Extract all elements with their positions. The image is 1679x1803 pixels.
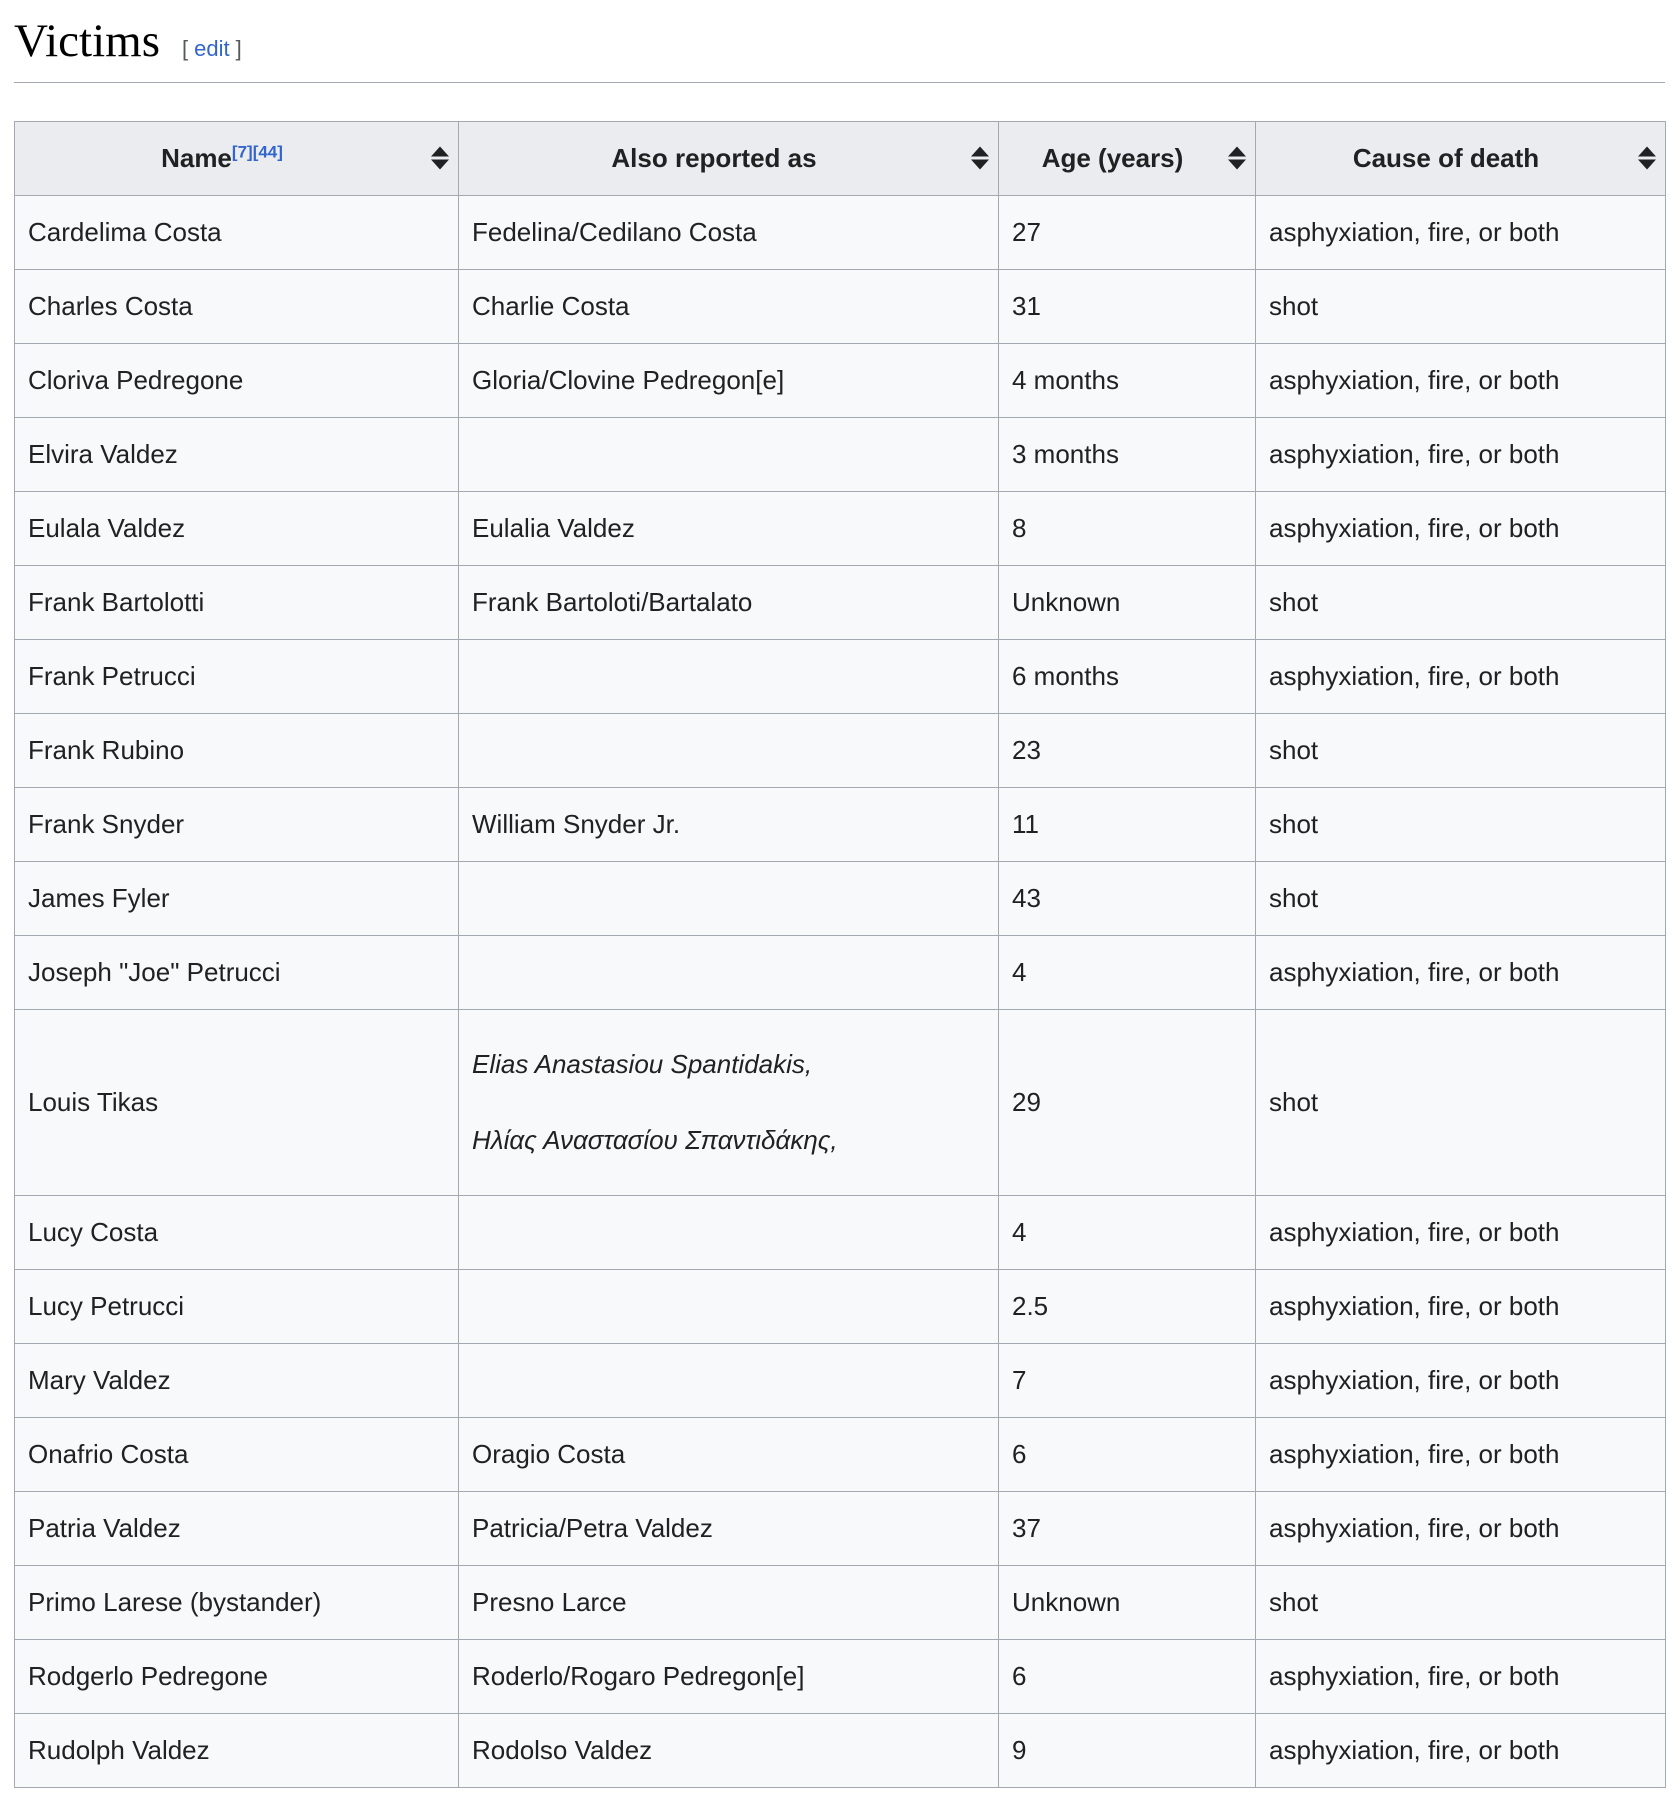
column-label: Name — [161, 143, 232, 174]
column-label: Age (years) — [1041, 143, 1184, 174]
also-reported-cell — [459, 861, 999, 935]
victim-name-cell: Cardelima Costa — [15, 195, 459, 269]
cause-of-death-cell: shot — [1256, 713, 1666, 787]
table-row — [15, 713, 1666, 787]
sort-icon — [971, 147, 989, 170]
table-row — [15, 1343, 1666, 1417]
edit-bracket-close: ] — [235, 36, 242, 61]
table-row — [15, 787, 1666, 861]
victim-name-cell: Cloriva Pedregone — [15, 343, 459, 417]
also-reported-cell — [459, 1269, 999, 1343]
section-heading — [14, 0, 1665, 83]
sort-arrow-down-icon — [1638, 160, 1656, 170]
table-header-row — [15, 121, 1666, 195]
column-label: Also reported as — [611, 143, 817, 174]
age-cell: 37 — [999, 1491, 1256, 1565]
also-reported-cell: Gloria/Clovine Pedregon[e] — [459, 343, 999, 417]
table-row — [15, 1565, 1666, 1639]
age-cell: Unknown — [999, 565, 1256, 639]
edit-bracket-open: [ — [182, 36, 189, 61]
sort-arrow-up-icon — [1228, 147, 1246, 157]
age-cell: 9 — [999, 1713, 1256, 1787]
cause-of-death-cell: shot — [1256, 1565, 1666, 1639]
edit-link[interactable]: edit — [194, 36, 230, 61]
table-row — [15, 343, 1666, 417]
cause-of-death-cell: asphyxiation, fire, or both — [1256, 1417, 1666, 1491]
table-row — [15, 1491, 1666, 1565]
cause-of-death-cell: asphyxiation, fire, or both — [1256, 195, 1666, 269]
also-reported-cell — [459, 417, 999, 491]
also-reported-cell: Frank Bartoloti/Bartalato — [459, 565, 999, 639]
victim-name-cell: James Fyler — [15, 861, 459, 935]
column-label: Cause of death — [1352, 143, 1540, 174]
table-row — [15, 195, 1666, 269]
cause-of-death-cell: asphyxiation, fire, or both — [1256, 417, 1666, 491]
reference-link[interactable]: [7] — [231, 142, 253, 162]
table-row — [15, 1269, 1666, 1343]
also-reported-cell — [459, 1009, 999, 1195]
victim-name-cell: Frank Rubino — [15, 713, 459, 787]
age-cell: 6 months — [999, 639, 1256, 713]
table-row — [15, 1195, 1666, 1269]
victim-name-cell: Onafrio Costa — [15, 1417, 459, 1491]
also-reported-cell: Presno Larce — [459, 1565, 999, 1639]
table-row — [15, 639, 1666, 713]
sort-arrow-up-icon — [1638, 147, 1656, 157]
also-reported-cell: Rodolso Valdez — [459, 1713, 999, 1787]
sort-arrow-down-icon — [431, 160, 449, 170]
header-row — [15, 121, 1666, 195]
cause-of-death-cell: shot — [1256, 787, 1666, 861]
victim-name-cell: Lucy Costa — [15, 1195, 459, 1269]
age-cell: 11 — [999, 787, 1256, 861]
sort-icon — [1228, 147, 1246, 170]
also-reported-line: Ηλίας Αναστασίου Σπαντιδάκης, — [472, 1125, 838, 1156]
age-cell: 4 months — [999, 343, 1256, 417]
column-header-also-reported-as[interactable] — [459, 121, 999, 195]
age-cell: 43 — [999, 861, 1256, 935]
column-header-age-years[interactable] — [999, 121, 1256, 195]
victim-name-cell: Frank Petrucci — [15, 639, 459, 713]
age-cell: 31 — [999, 269, 1256, 343]
also-reported-cell: Oragio Costa — [459, 1417, 999, 1491]
cause-of-death-cell: asphyxiation, fire, or both — [1256, 639, 1666, 713]
sort-icon — [431, 147, 449, 170]
victim-name-cell: Eulala Valdez — [15, 491, 459, 565]
also-reported-cell: Patricia/Petra Valdez — [459, 1491, 999, 1565]
also-reported-cell: Roderlo/Rogaro Pedregon[e] — [459, 1639, 999, 1713]
also-reported-cell — [459, 1195, 999, 1269]
age-cell: 7 — [999, 1343, 1256, 1417]
also-reported-cell — [459, 1343, 999, 1417]
age-cell: 23 — [999, 713, 1256, 787]
table-row — [15, 861, 1666, 935]
also-reported-cell: Charlie Costa — [459, 269, 999, 343]
victim-name-cell: Louis Tikas — [15, 1009, 459, 1195]
cause-of-death-cell: asphyxiation, fire, or both — [1256, 1343, 1666, 1417]
victim-name-cell: Lucy Petrucci — [15, 1269, 459, 1343]
also-reported-cell — [459, 935, 999, 1009]
age-cell: 4 — [999, 935, 1256, 1009]
reference-link[interactable]: [44] — [252, 142, 283, 162]
reference-sup — [232, 143, 253, 162]
victims-table — [14, 121, 1666, 1788]
also-reported-cell — [459, 639, 999, 713]
sort-arrow-up-icon — [431, 147, 449, 157]
age-cell: 6 — [999, 1417, 1256, 1491]
cause-of-death-cell: asphyxiation, fire, or both — [1256, 1195, 1666, 1269]
cause-of-death-cell: asphyxiation, fire, or both — [1256, 343, 1666, 417]
table-row — [15, 1009, 1666, 1195]
sort-arrow-up-icon — [971, 147, 989, 157]
also-reported-line: Elias Anastasiou Spantidakis, — [472, 1049, 813, 1080]
age-cell: 3 months — [999, 417, 1256, 491]
page-title: Victims — [14, 15, 161, 67]
cause-of-death-cell: asphyxiation, fire, or both — [1256, 1713, 1666, 1787]
table-row — [15, 1417, 1666, 1491]
age-cell: 6 — [999, 1639, 1256, 1713]
sort-icon — [1638, 147, 1656, 170]
sort-arrow-down-icon — [1228, 160, 1246, 170]
age-cell: Unknown — [999, 1565, 1256, 1639]
cause-of-death-cell: asphyxiation, fire, or both — [1256, 935, 1666, 1009]
victim-name-cell: Charles Costa — [15, 269, 459, 343]
victim-name-cell: Primo Larese (bystander) — [15, 1565, 459, 1639]
also-reported-cell — [459, 713, 999, 787]
victim-name-cell: Rudolph Valdez — [15, 1713, 459, 1787]
edit-section — [182, 36, 242, 61]
victim-name-cell: Elvira Valdez — [15, 417, 459, 491]
cause-of-death-cell: shot — [1256, 565, 1666, 639]
sort-arrow-down-icon — [971, 160, 989, 170]
age-cell: 4 — [999, 1195, 1256, 1269]
table-row — [15, 269, 1666, 343]
reference-sup — [253, 143, 283, 162]
victim-name-cell: Mary Valdez — [15, 1343, 459, 1417]
victim-name-cell: Frank Bartolotti — [15, 565, 459, 639]
age-cell: 29 — [999, 1009, 1256, 1195]
also-reported-cell: Fedelina/Cedilano Costa — [459, 195, 999, 269]
age-cell: 2.5 — [999, 1269, 1256, 1343]
victim-name-cell: Joseph "Joe" Petrucci — [15, 935, 459, 1009]
table-row — [15, 935, 1666, 1009]
cause-of-death-cell: asphyxiation, fire, or both — [1256, 1639, 1666, 1713]
victim-name-cell: Rodgerlo Pedregone — [15, 1639, 459, 1713]
cause-of-death-cell: asphyxiation, fire, or both — [1256, 491, 1666, 565]
cause-of-death-cell: shot — [1256, 861, 1666, 935]
table-row — [15, 1639, 1666, 1713]
column-header-cause-of-death[interactable] — [1256, 121, 1666, 195]
cause-of-death-cell: shot — [1256, 1009, 1666, 1195]
table-row — [15, 417, 1666, 491]
table-row — [15, 491, 1666, 565]
cause-of-death-cell: shot — [1256, 269, 1666, 343]
cause-of-death-cell: asphyxiation, fire, or both — [1256, 1491, 1666, 1565]
table-body — [15, 195, 1666, 1787]
table-row — [15, 565, 1666, 639]
cause-of-death-cell: asphyxiation, fire, or both — [1256, 1269, 1666, 1343]
column-header-name[interactable] — [15, 121, 459, 195]
age-cell: 27 — [999, 195, 1256, 269]
age-cell: 8 — [999, 491, 1256, 565]
also-reported-cell: Eulalia Valdez — [459, 491, 999, 565]
victim-name-cell: Patria Valdez — [15, 1491, 459, 1565]
victim-name-cell: Frank Snyder — [15, 787, 459, 861]
table-row — [15, 1713, 1666, 1787]
also-reported-cell: William Snyder Jr. — [459, 787, 999, 861]
